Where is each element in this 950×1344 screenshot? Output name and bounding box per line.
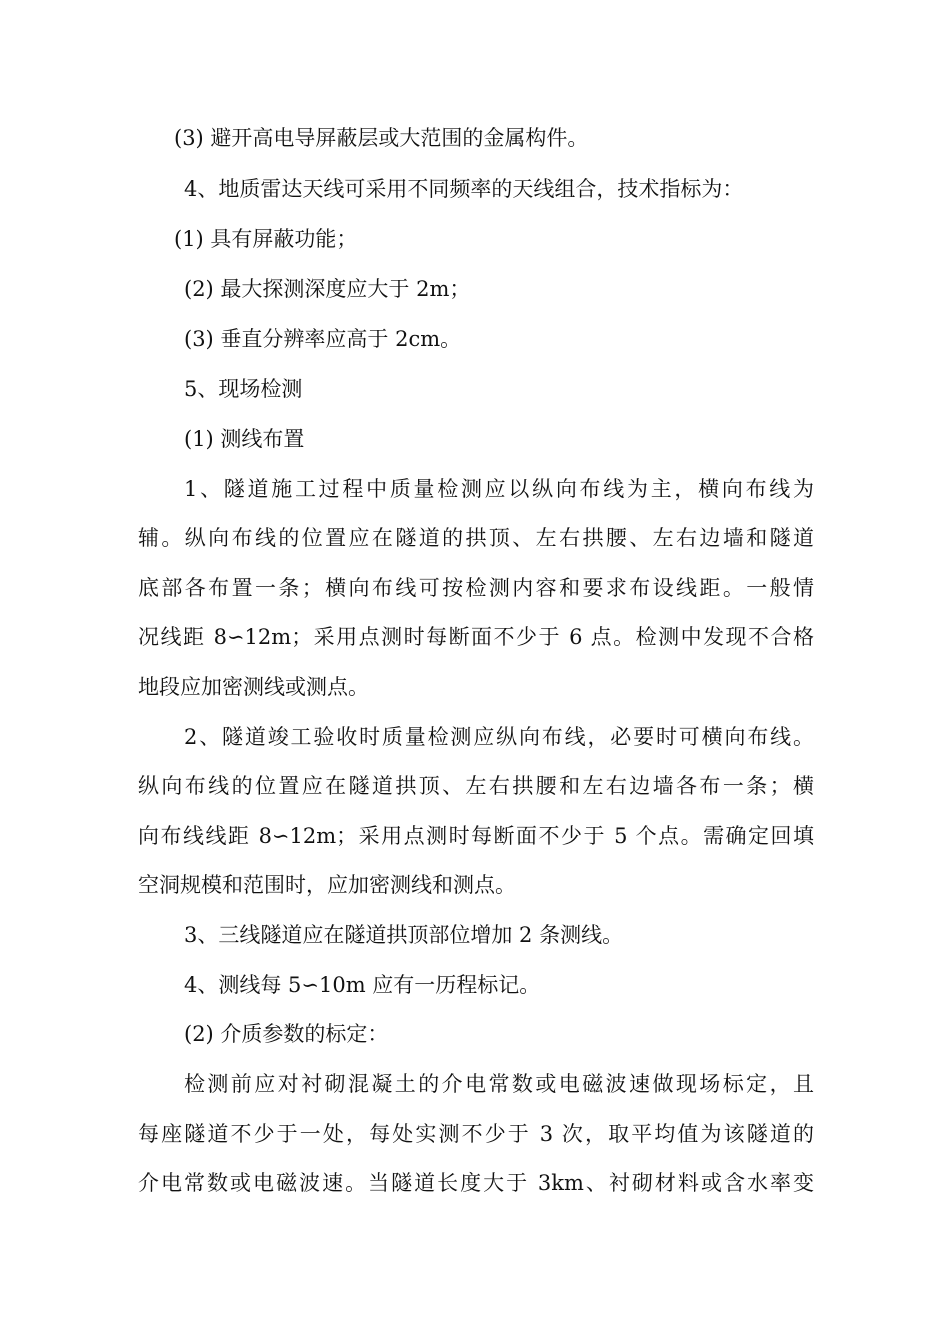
item-avoid-metal: (3) 避开高电导屏蔽层或大范围的金属构件。 xyxy=(174,126,589,150)
subheading-line-layout: (1) 测线布置 xyxy=(184,427,305,451)
paragraph-2-line: 空洞规模和范围时，应加密测线和测点。 xyxy=(138,873,516,897)
paragraph-1-line: 地段应加密测线或测点。 xyxy=(138,675,369,699)
paragraph-2-line: 2、隧道竣工验收时质量检测应纵向布线，必要时可横向布线。 xyxy=(184,725,814,749)
paragraph-1-line: 底部各布置一条；横向布线可按检测内容和要求布设线距。一般情 xyxy=(138,576,814,600)
paragraph-2-line: 纵向布线的位置应在隧道拱顶、左右拱腰和左右边墙各布一条；横 xyxy=(138,774,814,798)
paragraph-1-line: 辅。纵向布线的位置应在隧道的拱顶、左右拱腰、左右边墙和隧道 xyxy=(138,526,814,550)
item-depth: (2) 最大探测深度应大于 2m； xyxy=(184,277,471,301)
paragraph-3-line: 每座隧道不少于一处，每处实测不少于 3 次，取平均值为该隧道的 xyxy=(138,1122,814,1146)
item-three-line-tunnel: 3、三线隧道应在隧道拱顶部位增加 2 条测线。 xyxy=(184,923,624,947)
subheading-medium-parameters: (2) 介质参数的标定： xyxy=(184,1022,389,1046)
paragraph-3-line: 介电常数或电磁波速。当隧道长度大于 3km、衬砌材料或含水率变 xyxy=(138,1171,814,1195)
paragraph-3-line: 检测前应对衬砌混凝土的介电常数或电磁波速做现场标定，且 xyxy=(184,1072,814,1096)
paragraph-2-line: 向布线线距 8∽12m；采用点测时每断面不少于 5 个点。需确定回填 xyxy=(138,824,814,848)
item-mileage-mark: 4、测线每 5∽10m 应有一历程标记。 xyxy=(184,973,541,997)
heading-field-inspection: 5、现场检测 xyxy=(184,377,303,401)
paragraph-1-line: 1、隧道施工过程中质量检测应以纵向布线为主，横向布线为 xyxy=(184,477,814,501)
paragraph-1-line: 况线距 8∽12m；采用点测时每断面不少于 6 点。检测中发现不合格 xyxy=(138,625,814,649)
item-resolution: (3) 垂直分辨率应高于 2cm。 xyxy=(184,327,462,351)
item-shielding: (1) 具有屏蔽功能； xyxy=(174,227,358,251)
heading-antenna: 4、地质雷达天线可采用不同频率的天线组合，技术指标为： xyxy=(184,177,744,201)
